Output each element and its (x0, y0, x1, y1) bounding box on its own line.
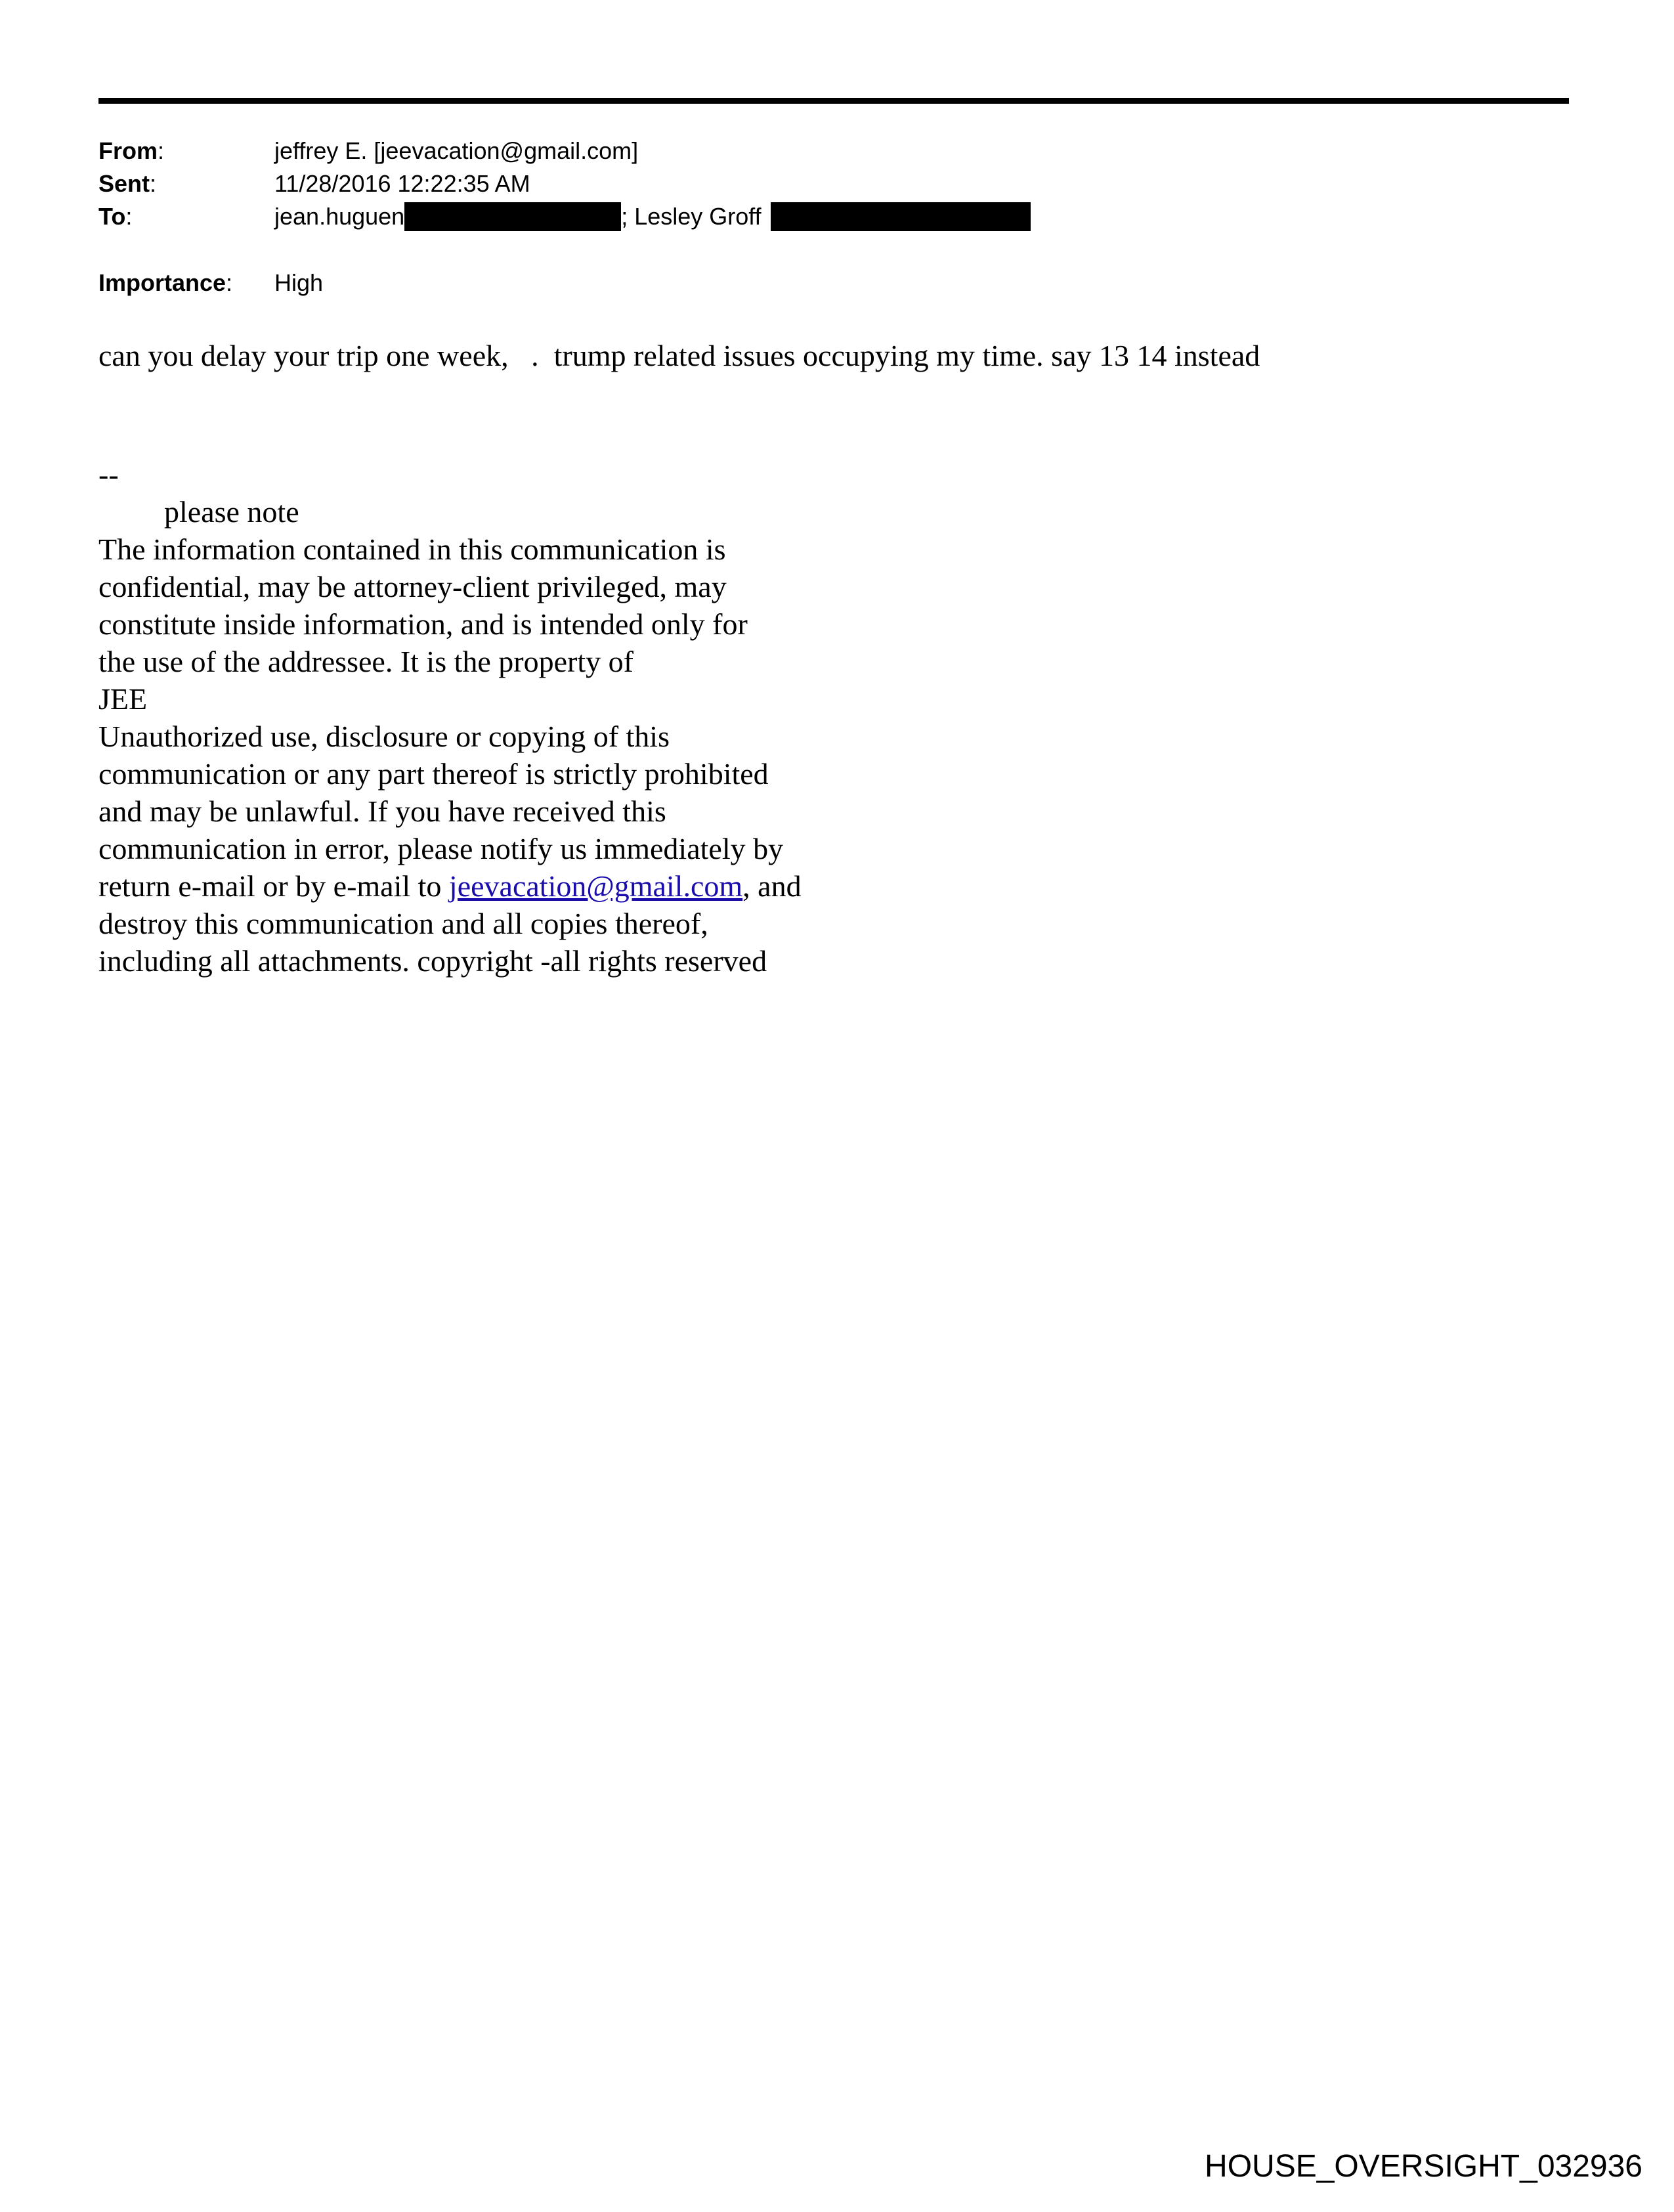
to-value (274, 202, 1031, 231)
disclaimer-line: confidential, may be attorney-client privileged, may (98, 570, 727, 603)
disclaimer-line: JEE (98, 682, 148, 716)
bates-number: HOUSE_OVERSIGHT_032936 (1205, 2149, 1642, 2184)
disclaimer-line: The information contained in this communication is (98, 532, 726, 566)
sent-value: 11/28/2016 12:22:35 AM (274, 170, 530, 197)
disclaimer-line: return e-mail or by e-mail to jeevacation@gmail.com, and (98, 869, 802, 903)
disclaimer-line: communication or any part thereof is strictly prohibited (98, 757, 769, 791)
disclaimer-line: including all attachments. copyright -all rights reserved (98, 944, 767, 978)
disclaimer-line: destroy this communication and all copies thereof, (98, 907, 708, 940)
importance-value: High (274, 269, 324, 296)
signature-separator: -- (98, 458, 119, 491)
email-link[interactable]: jeevacation@gmail.com (448, 869, 743, 903)
disclaimer-line: and may be unlawful. If you have received this (98, 794, 666, 828)
email-signature (98, 456, 802, 980)
from-value: jeffrey E. [jeevacation@gmail.com] (274, 137, 639, 164)
disclaimer-line: the use of the addressee. It is the property of (98, 645, 633, 678)
to-recipient-2: ; Lesley Groff (621, 203, 762, 230)
importance-label: Importance: (98, 269, 233, 296)
disclaimer-line: Unauthorized use, disclosure or copying of this (98, 720, 670, 753)
to-recipient-1: jean.huguen (274, 203, 405, 230)
redaction-box (404, 202, 621, 231)
from-label: From: (98, 137, 165, 164)
top-divider (98, 98, 1569, 104)
to-label: To: (98, 203, 133, 230)
sent-label: Sent: (98, 170, 157, 197)
signature-note: please note (164, 495, 299, 529)
disclaimer-line: communication in error, please notify us immediately by (98, 832, 784, 865)
redaction-box (771, 202, 1031, 231)
disclaimer-line: constitute inside information, and is intended only for (98, 607, 748, 641)
message-body: can you delay your trip one week, . trump related issues occupying my time. say 13 14 instead (98, 339, 1260, 372)
